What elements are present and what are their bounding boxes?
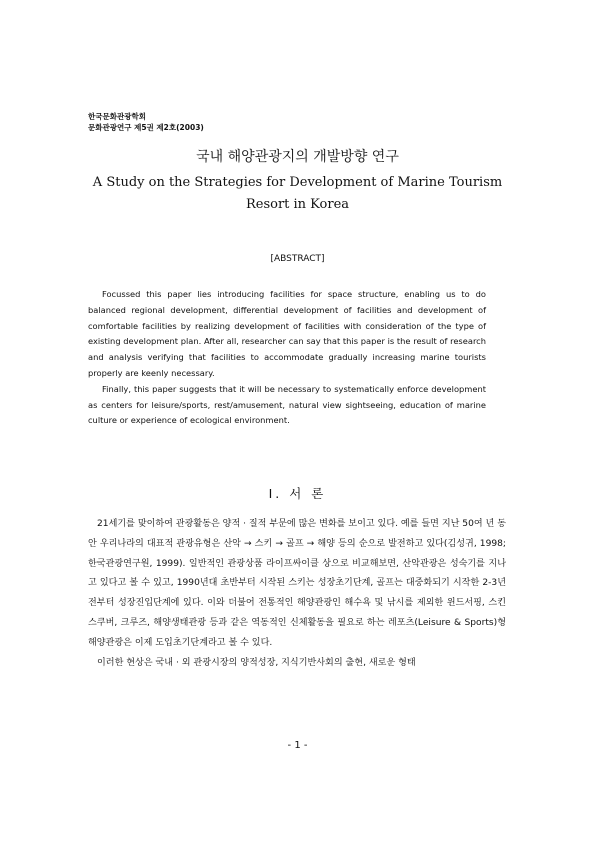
abstract-paragraph-1: Focussed this paper lies introducing facilities for space structure, enabling us to do balanced regional development, differential development of facilities and development of comfortable facilities by realizing development of facilities with consideration of the type of existing development plan. After all, researcher can say that this paper is the result of research and analysis verifying that facilities to accommodate gradually increasing marine tourists properly are keenly necessary.: [88, 289, 486, 378]
body-paragraph-2: 이러한 현상은 국내 · 외 관광시장의 양적성장, 지식기반사회의 출현, 새로운 형태: [97, 657, 416, 668]
abstract-heading: [ABSTRACT]: [270, 254, 325, 264]
journal-header: [88, 111, 204, 133]
english-title: [70, 172, 525, 216]
introduction-body: [88, 515, 506, 673]
english-title-line-2: Resort in Korea: [245, 197, 350, 212]
body-paragraph-1: 21세기를 맞이하여 관광활동은 양적 · 질적 부문에 많은 변화를 보이고 있다. 예를 들면 지난 50여 년 동안 우리나라의 대표적 관광유형은 산악 → 스키 → 골프 → 해양 등의 순으로 발전하고 있다(김성귀, 1998; 한국관광연구원, 1999). 일반적인 관광상품 라이프싸이클 상으로 비교해보면, 산악관광은 성숙기를 지나고 있다고 볼 수 있고, 1990년대 초반부터 시작된 스키는 성장초기단계, 골프는 대중화되기 시작한 2-3년 전부터 성장진입단계에 있다. 이와 더불어 전통적인 해양관광인 해수욕 및 낚시를 제외한 윈드서핑, 스킨스쿠버, 크루즈, 해양생태관광 등과 같은 역동적인 신체활동을 필요로 하는 레포츠(Leisure & Sports)형 해양관광은 이제 도입초기단계라고 볼 수 있다.: [88, 519, 506, 648]
korean-title: 국내 해양관광지의 개발방향 연구: [196, 149, 399, 165]
english-title-line-1: A Study on the Strategies for Development of Marine Tourism: [92, 175, 503, 190]
society-name: 한국문화관광학회: [88, 112, 146, 121]
abstract-body: [88, 287, 486, 429]
abstract-paragraph-2: Finally, this paper suggests that it will be necessary to systematically enforce development as centers for leisure/sports, rest/amusement, natural view sightseeing, education of marine culture or experience of ecological environment.: [88, 383, 486, 426]
journal-volume: 문화관광연구 제5권 제2호(2003): [88, 123, 204, 132]
page-number: - 1 -: [287, 740, 308, 751]
section-heading: Ⅰ. 서 론: [268, 486, 327, 501]
